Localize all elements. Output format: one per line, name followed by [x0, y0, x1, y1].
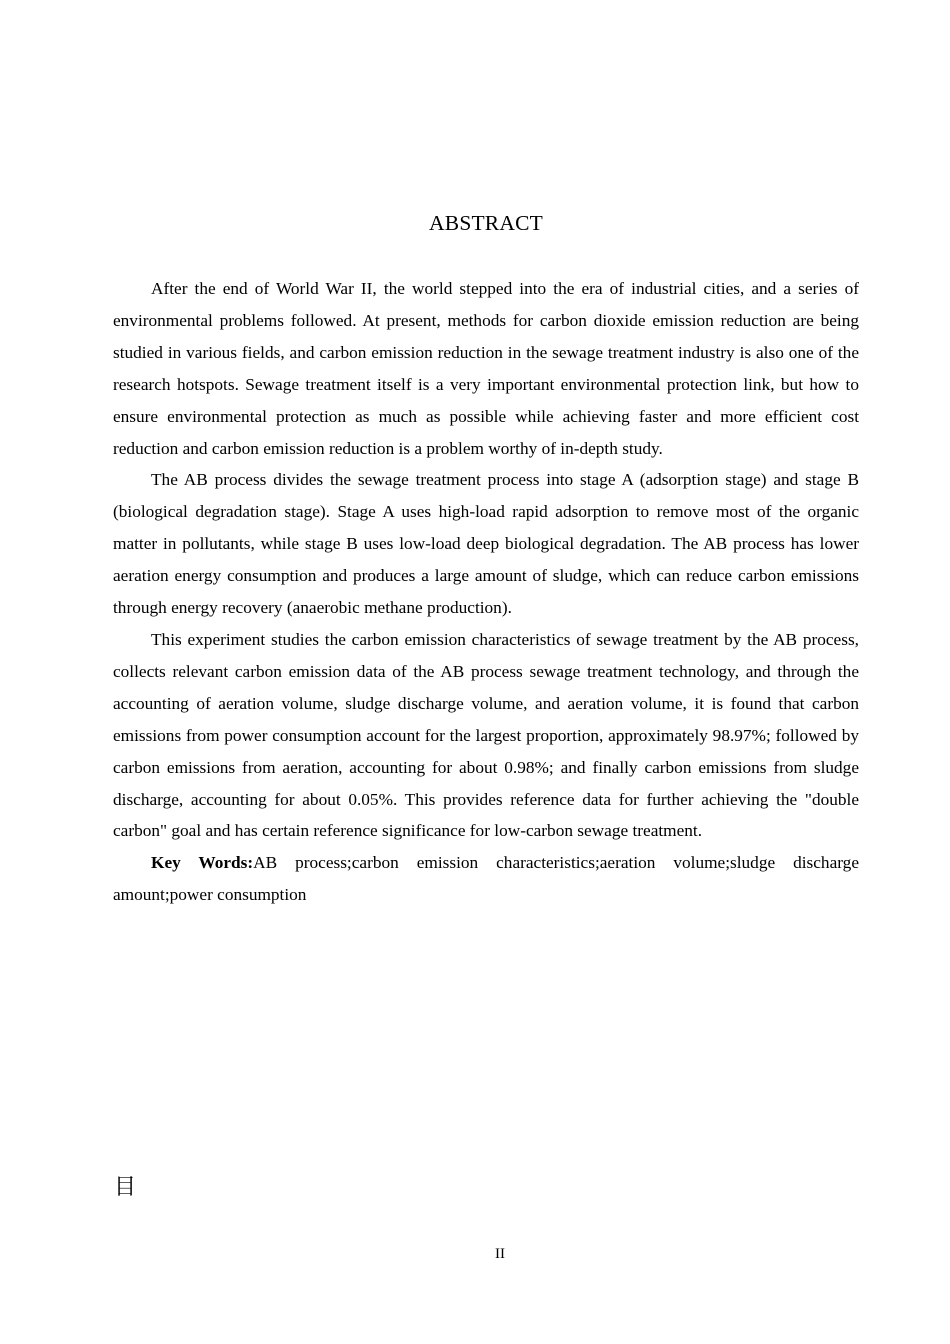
abstract-paragraph-2: The AB process divides the sewage treatment process into stage A (adsorption stage) and stage B (biological degradation stage). Stage A uses high-load rapid adsorption to remove most of the organic matter in pollutants, while stage B uses low-load deep biological degradation. The AB process has lower aeration energy consumption and produces a large amount of sludge, which can reduce carbon emissions through energy recovery (anaerobic methane production).: [113, 470, 859, 618]
abstract-paragraph-3: This experiment studies the carbon emission characteristics of sewage treatment by the AB process, collects relevant carbon emission data of the AB process sewage treatment technology, and through the accounting of aeration volume, sludge discharge volume, and aeration volume, it is found that carbon emissions from power consumption account for the largest proportion, approximately 98.97%; followed by carbon emissions from aeration, accounting for about 0.98%; and finally carbon emissions from sludge discharge, accounting for about 0.05%. This provides reference data for further achieving the "double carbon" goal and has certain reference significance for low-carbon sewage treatment.: [113, 629, 859, 841]
abstract-paragraph-1: After the end of World War II, the world stepped into the era of industrial cities, and a series of environmental problems followed. At present, methods for carbon dioxide emission reduction are being studied in various fields, and carbon emission reduction in the sewage treatment industry is also one of the research hotspots. Sewage treatment itself is a very important environmental protection link, but how to ensure environmental protection as much as possible while achieving faster and more efficient cost reduction and carbon emission reduction is a problem worthy of in-depth study.: [113, 279, 859, 458]
page-number: II: [495, 1246, 505, 1262]
keywords-text: AB process;carbon emission characteristics;aeration volume;sludge discharge amount;power consumption: [113, 853, 859, 905]
keywords-line: [113, 847, 859, 911]
abstract-body: [113, 273, 859, 911]
keywords-label: Key Words:: [151, 853, 254, 873]
toc-heading-fragment: 目: [114, 1175, 137, 1200]
abstract-title: ABSTRACT: [429, 211, 543, 235]
